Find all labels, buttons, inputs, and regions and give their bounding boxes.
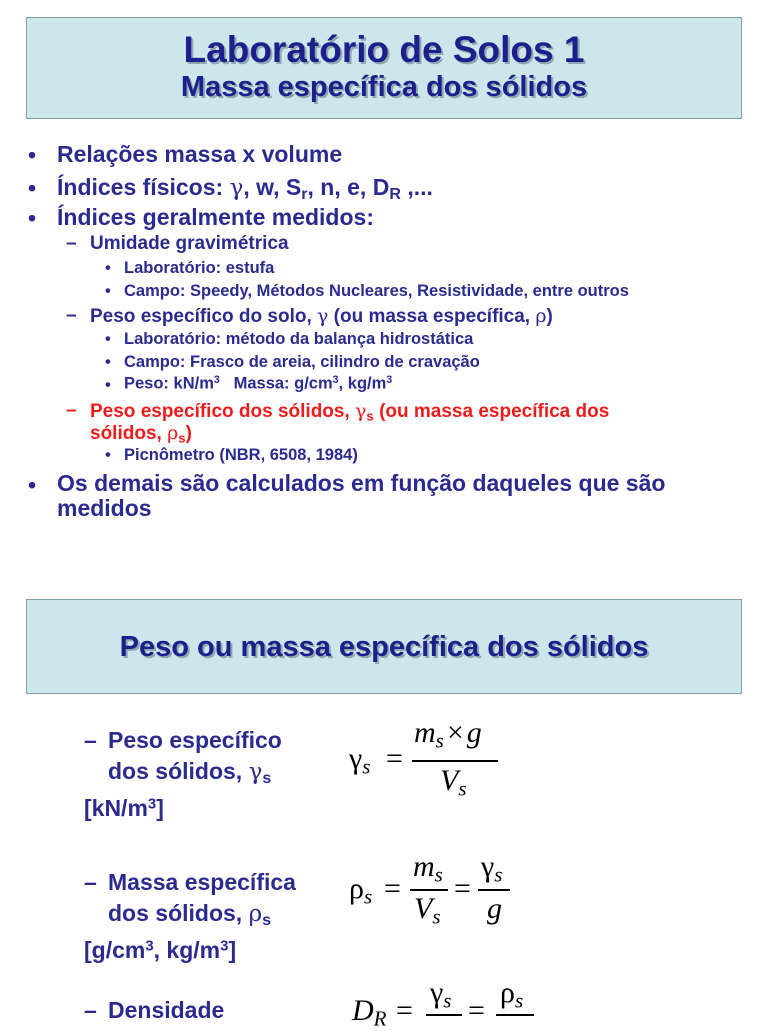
item-peso-especifico-cont: dos sólidos, $\gamma_s$ xyxy=(108,758,272,788)
slide2-title: Peso ou massa específica dos sólidos xyxy=(119,631,649,663)
dash: – xyxy=(84,997,97,1023)
bullet-dot: • xyxy=(28,205,37,231)
bullet-dot: • xyxy=(105,282,111,300)
bullet-os-demais: Os demais são calculados em função daqueles que são xyxy=(57,470,666,496)
sub-peso-especifico-solidos: Peso específico dos sólidos, $\gamma_s$ (ou massa específica dos xyxy=(90,400,610,424)
subsub-picnometro: Picnômetro (NBR, 6508, 1984) xyxy=(124,446,358,464)
subsub-campo-speedy: Campo: Speedy, Métodos Nucleares, Resistividade, entre outros xyxy=(124,282,629,300)
item-massa-unit: [$g/cm^3$, $kg/m^3$] xyxy=(84,937,237,963)
dash: – xyxy=(66,233,77,254)
item-massa-especifica: Massa específica xyxy=(108,869,296,895)
item-massa-especifica-cont: dos sólidos, $\rho_s$ xyxy=(108,900,272,930)
sub-umidade: Umidade gravimétrica xyxy=(90,233,289,254)
item-peso-unit: $[kN/m^3]$ xyxy=(84,795,164,821)
item-densidade: Densidade xyxy=(108,997,225,1023)
bullet-dot: • xyxy=(105,353,111,371)
dash: – xyxy=(66,305,77,326)
item-peso-especifico: Peso específico xyxy=(108,727,282,753)
bullet-indices-fisicos: Índices físicos: γ, w, $S_r$, n, e, $D_R$ ,... xyxy=(57,174,433,204)
slide1-title: Laboratório de Solos 1 xyxy=(183,29,585,70)
dash: – xyxy=(66,400,77,421)
bullet-indices-medidos: Índices geralmente medidos: xyxy=(57,204,374,230)
bullet-os-demais-cont: medidos xyxy=(57,495,152,521)
subsub-unidades: Peso: $kN/m^3$ Massa: $g/cm^3$, $kg/m^3$ xyxy=(124,374,393,393)
slide1-title-box xyxy=(26,17,742,119)
subsub-campo-frasco: Campo: Frasco de areia, cilindro de cravação xyxy=(124,353,480,371)
bullet-dot: • xyxy=(105,446,111,464)
bullet-dot: • xyxy=(28,472,37,498)
bullet-dot: • xyxy=(105,330,111,348)
bullet-relacoes: Relações massa x volume xyxy=(57,141,343,167)
bullet-dot: • xyxy=(105,376,111,394)
bullet-dot: • xyxy=(28,142,37,168)
slide2-title-box xyxy=(26,599,742,694)
bullet-dot: • xyxy=(105,259,111,277)
sub-peso-especifico-solo: Peso específico do solo, γ (ou massa específica, ρ) xyxy=(90,305,553,327)
subsub-lab-balanca: Laboratório: método da balança hidrostática xyxy=(124,330,474,348)
slide1-subtitle: Massa específica dos sólidos xyxy=(180,71,588,103)
sub-peso-especifico-solidos-cont: sólidos, $\rho_s$) xyxy=(90,422,192,446)
dash: – xyxy=(84,869,97,895)
dash: – xyxy=(84,727,97,753)
bullet-dot: • xyxy=(28,175,37,201)
subsub-lab-estufa: Laboratório: estufa xyxy=(124,259,275,277)
